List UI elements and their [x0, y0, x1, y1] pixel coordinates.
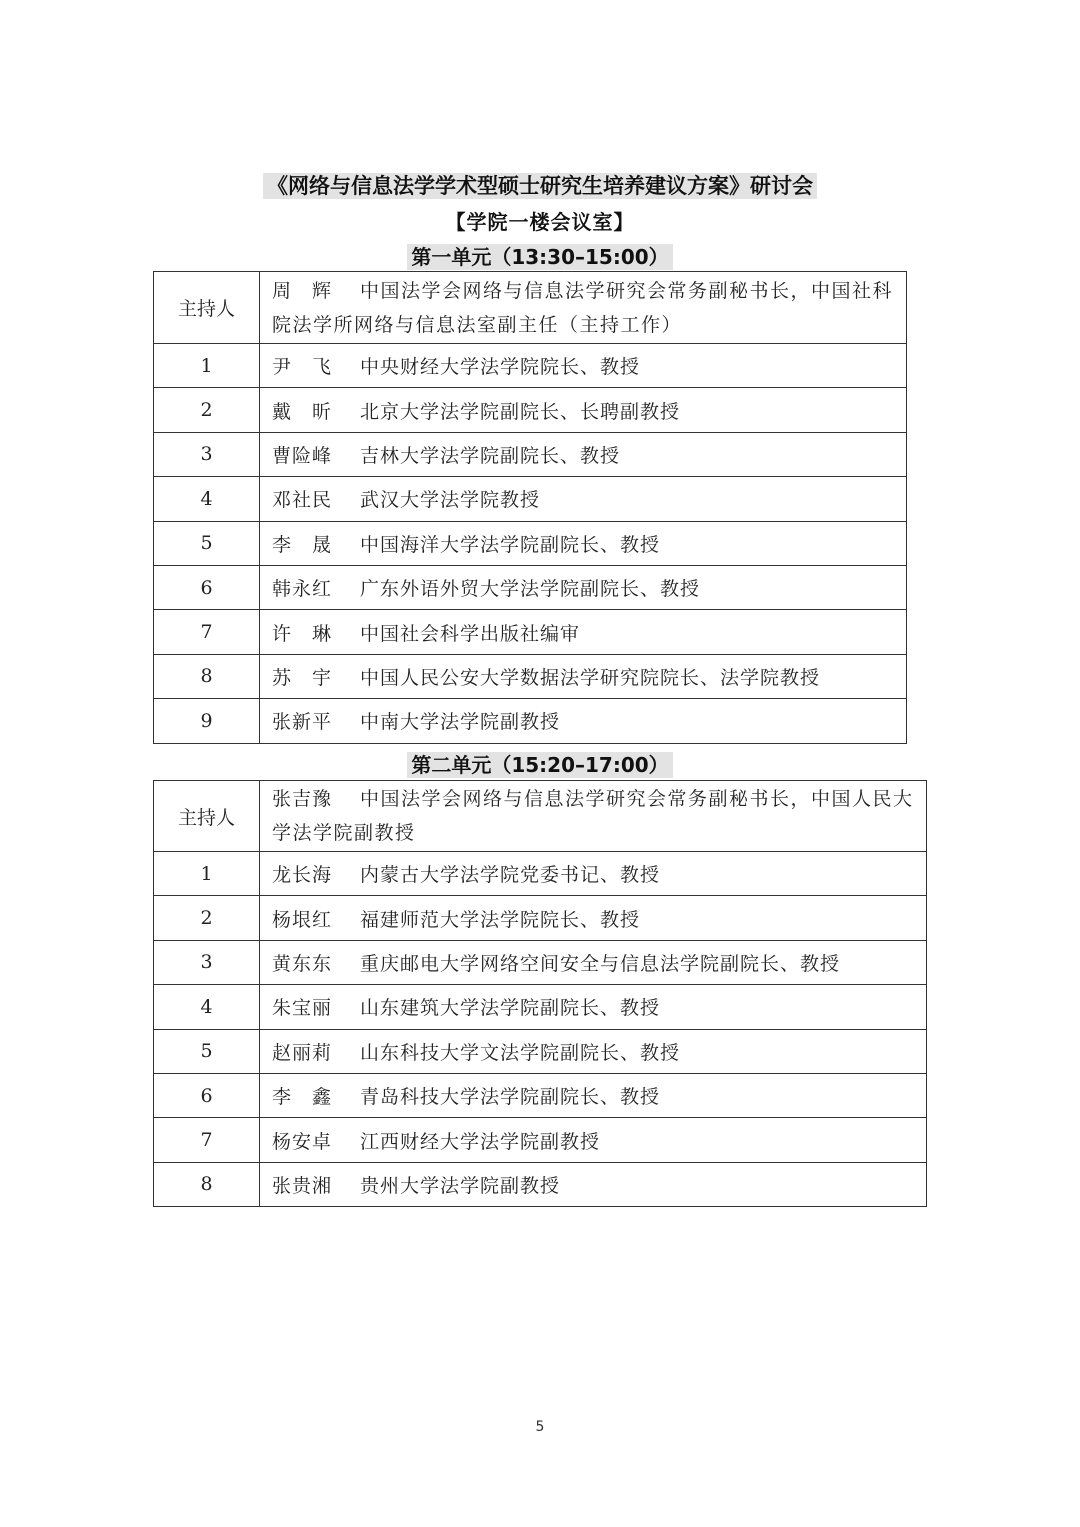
row-entry: [260, 985, 927, 1029]
table-row: [154, 1073, 927, 1117]
row-number: 7: [154, 610, 260, 654]
participant-title: 贵州大学法学院副教授: [360, 1174, 561, 1197]
row-entry: [260, 344, 907, 388]
unit2-host-title: 中国法学会网络与信息法学研究会常务副秘书长，中国人民大学法学院副教授: [272, 788, 914, 844]
row-number: 1: [154, 344, 260, 388]
participant-title: 福建师范大学法学院院长、教授: [360, 908, 641, 931]
participant-title: 广东外语外贸大学法学院副院长、教授: [360, 578, 701, 601]
row-number: 3: [154, 940, 260, 984]
participant-name: 尹 飞: [272, 356, 333, 379]
participant-name: 朱宝丽: [272, 997, 333, 1020]
row-number: 1: [154, 852, 260, 896]
row-number: 8: [154, 654, 260, 698]
row-number: 4: [154, 985, 260, 1029]
row-number: 9: [154, 699, 260, 743]
row-entry: [260, 896, 927, 940]
participant-name: 张新平: [272, 711, 333, 734]
participant-title: 青岛科技大学法学院副院长、教授: [360, 1086, 661, 1109]
participant-title: 中国海洋大学法学院副院长、教授: [360, 533, 661, 556]
participant-name: 龙长海: [272, 864, 333, 887]
participant-name: 李 晟: [272, 533, 333, 556]
row-entry: [260, 565, 907, 609]
document-title-text: 《网络与信息法学学术型硕士研究生培养建议方案》研讨会: [263, 173, 817, 199]
row-number: 2: [154, 388, 260, 432]
row-entry: [260, 1118, 927, 1162]
participant-name: 许 琳: [272, 622, 333, 645]
table-row: [154, 654, 907, 698]
unit1-heading: [0, 241, 1080, 270]
table-row: [154, 1118, 927, 1162]
unit2-heading: [0, 749, 1080, 778]
page-number: 5: [535, 1419, 545, 1435]
row-entry: [260, 432, 907, 476]
participant-name: 黄东东: [272, 952, 333, 975]
participant-title: 中国人民公安大学数据法学研究院院长、法学院教授: [360, 666, 821, 689]
row-entry: [260, 852, 927, 896]
row-number: 2: [154, 896, 260, 940]
table-row: [154, 521, 907, 565]
table-row: [154, 1162, 927, 1206]
unit2-heading-text: 第二单元（15:20–17:00）: [407, 752, 672, 778]
row-number: 8: [154, 1162, 260, 1206]
participant-title: 北京大学法学院副院长、长聘副教授: [360, 400, 681, 423]
unit1-host-text: [272, 274, 900, 342]
table-row: [154, 477, 907, 521]
participant-title: 中央财经大学法学院院长、教授: [360, 356, 641, 379]
row-number: 4: [154, 477, 260, 521]
row-entry: [260, 1162, 927, 1206]
row-number: 6: [154, 1073, 260, 1117]
unit2-host-name: 张吉豫: [272, 788, 333, 810]
row-entry: [260, 388, 907, 432]
row-entry: [260, 699, 907, 743]
participant-name: 邓社民: [272, 489, 333, 512]
participant-name: 杨垠红: [272, 908, 333, 931]
row-number: 5: [154, 521, 260, 565]
table-row: [154, 896, 927, 940]
venue-text: 【学院一楼会议室】: [445, 210, 635, 234]
row-number: 6: [154, 565, 260, 609]
participant-name: 张贵湘: [272, 1174, 333, 1197]
row-entry: [260, 940, 927, 984]
table-row: [154, 432, 907, 476]
table-row: [154, 344, 907, 388]
participant-title: 江西财经大学法学院副教授: [360, 1130, 601, 1153]
unit1-host-label: 主持人: [154, 272, 260, 344]
unit2-host-cell: [260, 781, 927, 852]
participant-name: 韩永红: [272, 578, 333, 601]
unit2-host-text: [272, 782, 920, 850]
participant-title: 山东科技大学文法学院副院长、教授: [360, 1041, 681, 1064]
row-entry: [260, 1073, 927, 1117]
venue-label: [0, 206, 1080, 235]
row-entry: [260, 477, 907, 521]
participant-title: 吉林大学法学院副院长、教授: [360, 444, 621, 467]
table-row: [154, 985, 927, 1029]
row-number: 3: [154, 432, 260, 476]
participant-name: 李 鑫: [272, 1086, 333, 1109]
participant-name: 曹险峰: [272, 444, 333, 467]
unit1-host-cell: [260, 272, 907, 344]
row-number: 7: [154, 1118, 260, 1162]
table-row: [154, 852, 927, 896]
table-row: [154, 1029, 927, 1073]
table-row: [154, 610, 907, 654]
unit1-host-title: 中国法学会网络与信息法学研究会常务副秘书长，中国社科院法学所网络与信息法室副主任（主持工作）: [272, 279, 894, 336]
row-entry: [260, 610, 907, 654]
unit1-heading-text: 第一单元（13:30–15:00）: [407, 244, 672, 270]
participant-name: 杨安卓: [272, 1130, 333, 1153]
table-row: [154, 699, 907, 743]
participant-name: 赵丽莉: [272, 1041, 333, 1064]
unit2-host-row: [154, 781, 927, 852]
row-entry: [260, 654, 907, 698]
unit2-host-label: 主持人: [154, 781, 260, 852]
document-title: [0, 170, 1080, 200]
unit1-host-name: 周 辉: [272, 279, 333, 302]
row-number: 5: [154, 1029, 260, 1073]
row-entry: [260, 521, 907, 565]
unit1-host-row: [154, 272, 907, 344]
table-row: [154, 565, 907, 609]
row-entry: [260, 1029, 927, 1073]
table-row: [154, 940, 927, 984]
participant-title: 武汉大学法学院教授: [360, 489, 541, 512]
participant-title: 中南大学法学院副教授: [360, 711, 561, 734]
participant-title: 山东建筑大学法学院副院长、教授: [360, 997, 661, 1020]
participant-name: 苏 宇: [272, 666, 333, 689]
participant-title: 中国社会科学出版社编审: [360, 622, 581, 645]
participant-name: 戴 昕: [272, 400, 333, 423]
participant-title: 内蒙古大学法学院党委书记、教授: [360, 864, 661, 887]
table-row: [154, 388, 907, 432]
unit1-schedule-table: [153, 271, 907, 744]
unit2-schedule-table: [153, 780, 927, 1207]
participant-title: 重庆邮电大学网络空间安全与信息法学院副院长、教授: [360, 952, 841, 975]
